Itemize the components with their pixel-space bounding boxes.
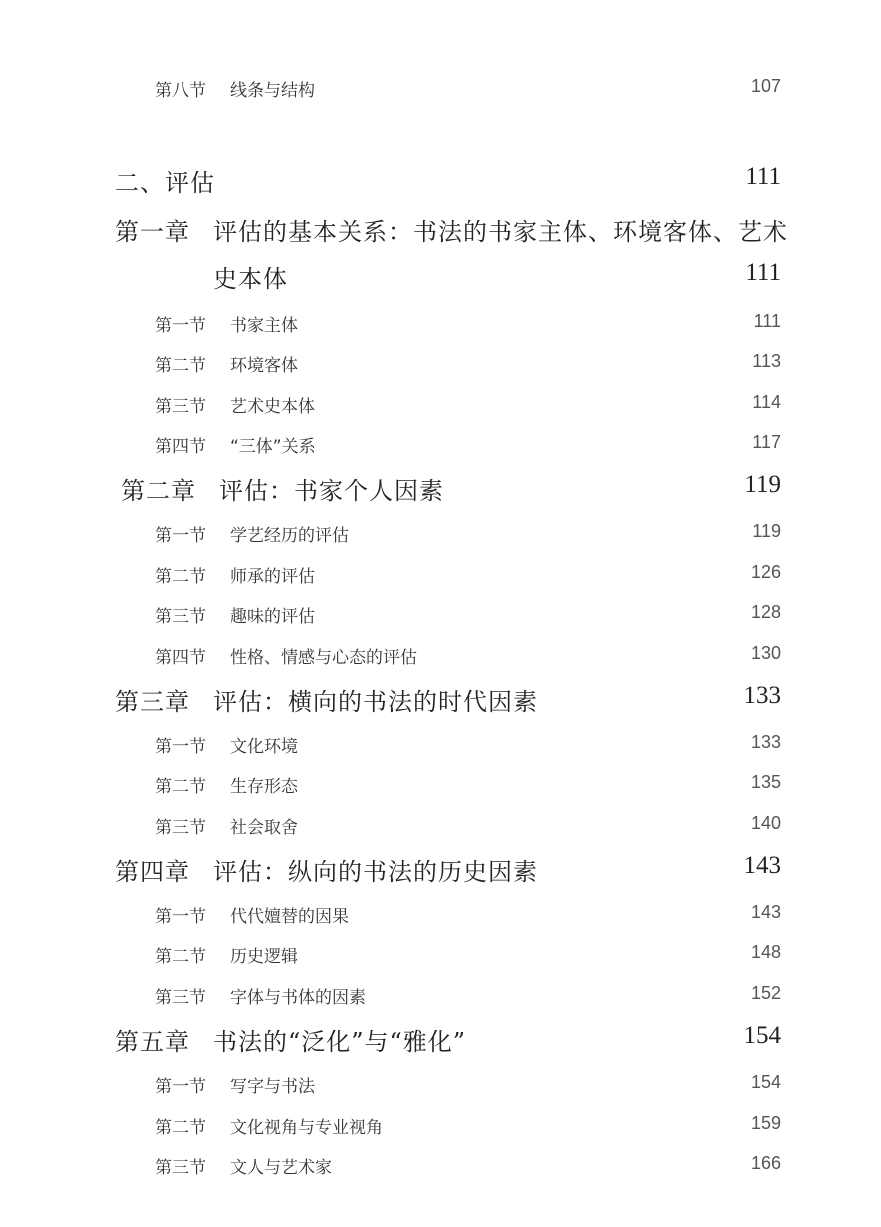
page-number: 154 (750, 1072, 781, 1092)
page-number: 152 (750, 983, 781, 1003)
page-number: 111 (745, 259, 781, 286)
section-label: 第二节 (155, 356, 206, 376)
section-label: 第一节 (155, 1077, 206, 1097)
page-number: 133 (743, 682, 781, 709)
section-title: “三体”关系 (230, 437, 316, 457)
section-label: 第三节 (155, 988, 206, 1008)
section-label: 第二节 (155, 947, 206, 967)
chapter-label: 第四章 (115, 858, 190, 886)
section-label: 第三节 (155, 818, 206, 838)
section-title: 字体与书体的因素 (230, 988, 366, 1008)
page-number: 111 (753, 311, 781, 331)
section-label: 第三节 (155, 397, 206, 417)
section-title: 学艺经历的评估 (230, 526, 349, 546)
chapter-title-continued: 史本体 (213, 265, 288, 293)
section-title: 书家主体 (230, 316, 298, 336)
section-label: 第四节 (155, 648, 206, 668)
section-title: 趣味的评估 (230, 607, 315, 627)
section-title: 文人与艺术家 (230, 1158, 332, 1178)
chapter-title: 评估：纵向的书法的历史因素 (213, 858, 538, 886)
section-label: 第一节 (155, 737, 206, 757)
page-number: 113 (752, 351, 781, 371)
page-number: 159 (750, 1113, 781, 1133)
page-number: 119 (752, 521, 781, 541)
page-number: 135 (750, 772, 781, 792)
section-title: 写字与书法 (230, 1077, 315, 1097)
section-label: 第三节 (155, 607, 206, 627)
section-title: 师承的评估 (230, 567, 315, 587)
section-label: 第一节 (155, 316, 206, 336)
chapter-label: 第二章 (121, 477, 196, 505)
page-number: 154 (743, 1022, 781, 1049)
section-label: 第四节 (155, 437, 206, 457)
section-title: 生存形态 (230, 777, 298, 797)
section-title: 性格、情感与心态的评估 (230, 648, 417, 668)
chapter-title: 书法的“泛化”与“雅化” (213, 1028, 467, 1056)
section-title: 历史逻辑 (230, 947, 298, 967)
section-label: 第一节 (155, 526, 206, 546)
chapter-title: 评估的基本关系：书法的书家主体、环境客体、艺术 (213, 218, 788, 246)
section-label: 第八节 (155, 81, 206, 101)
page-number: 114 (752, 392, 781, 412)
section-label: 第二节 (155, 1118, 206, 1138)
section-title: 文化环境 (230, 737, 298, 757)
chapter-title: 评估：书家个人因素 (219, 477, 444, 505)
page-number: 148 (750, 942, 781, 962)
page-number: 130 (750, 643, 781, 663)
section-label: 第二节 (155, 567, 206, 587)
page-number: 107 (750, 76, 781, 96)
page-number: 166 (750, 1153, 781, 1173)
section-title: 社会取舍 (230, 818, 298, 838)
section-title: 代代嬗替的因果 (230, 907, 349, 927)
page-number: 117 (752, 432, 781, 452)
section-label: 第三节 (155, 1158, 206, 1178)
section-title: 文化视角与专业视角 (230, 1118, 383, 1138)
section-title: 线条与结构 (230, 81, 315, 101)
chapter-label: 第三章 (115, 688, 190, 716)
page-number: 128 (750, 602, 781, 622)
chapter-title: 评估：横向的书法的时代因素 (213, 688, 538, 716)
section-title: 艺术史本体 (230, 397, 315, 417)
section-label: 第一节 (155, 907, 206, 927)
section-title: 环境客体 (230, 356, 298, 376)
chapter-label: 第一章 (115, 218, 190, 246)
page-number: 119 (744, 471, 781, 498)
page-number: 111 (745, 163, 781, 190)
section-label: 第二节 (155, 777, 206, 797)
page-number: 143 (750, 902, 781, 922)
page-number: 126 (750, 562, 781, 582)
page-number: 143 (743, 852, 781, 879)
part-title: 二、评估 (115, 169, 215, 197)
page-number: 140 (750, 813, 781, 833)
chapter-label: 第五章 (115, 1028, 190, 1056)
page-number: 133 (750, 732, 781, 752)
